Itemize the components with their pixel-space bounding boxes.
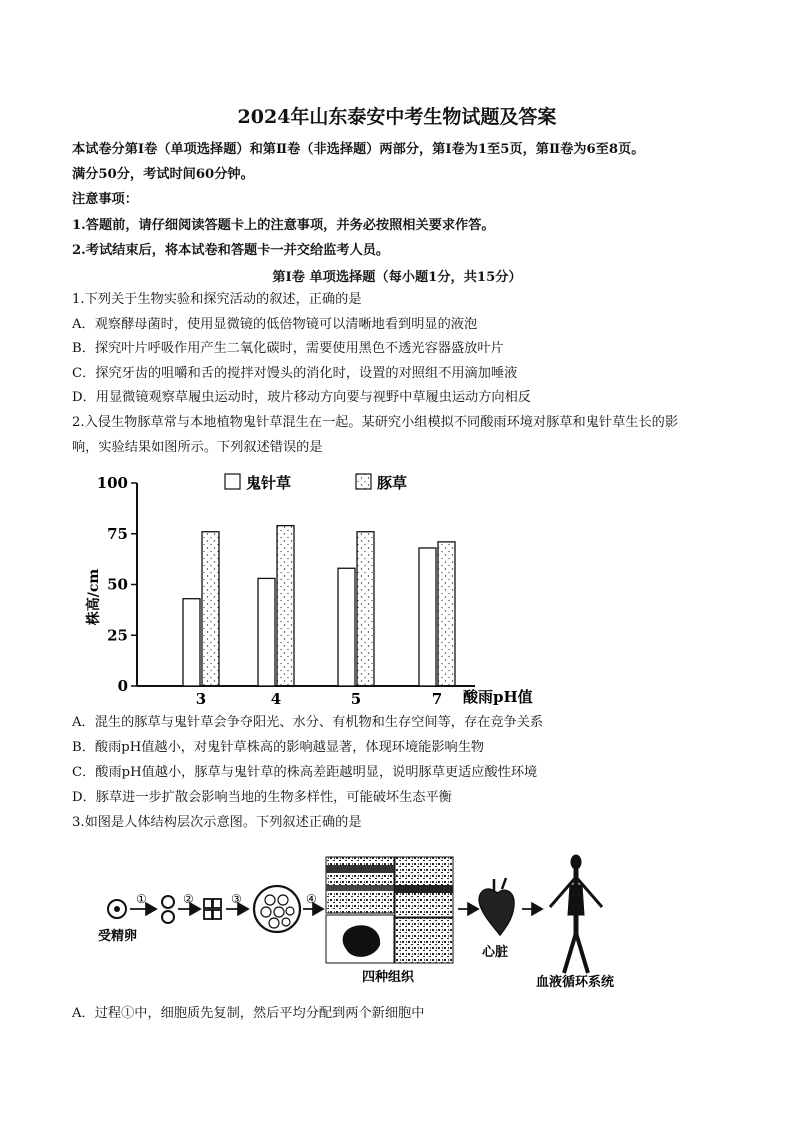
bar-tuncao-ph7 [438,542,455,686]
question-2-stem: 2.入侵生物豚草常与本地植物鬼针草混生在一起。某研究小组模拟不同酸雨环境对豚草和鬼针草生长的影 [72,415,679,430]
question-1-option-b: B．探究叶片呼吸作用产生二氧化碳时，需要使用黑色不透光容器盛放叶片 [72,341,504,356]
four-cell-icon [204,899,221,919]
tissues-label: 四种组织 [362,970,415,985]
notice-heading: 注意事项： [72,192,138,207]
page-title: 2024年山东泰安中考生物试题及答案 [237,106,557,128]
y-tick-label: 50 [107,575,128,594]
legend-label-tuncao: 豚草 [377,474,408,492]
bar-guizhencao-ph4 [258,578,275,686]
legend-label-guizhencao: 鬼针草 [246,474,292,492]
y-tick-label: 0 [117,677,128,695]
bar-guizhencao-ph5 [338,568,355,686]
bar-guizhencao-ph3 [183,599,200,686]
bar-chart [80,462,550,710]
step-3-label: ③ [231,892,242,906]
zygote-icon [108,900,126,918]
x-tick-label: 7 [431,690,443,708]
circulatory-system-icon [550,855,602,973]
notice-item: 2.考试结束后，将本试卷和答题卡一并交给监考人员。 [72,243,390,258]
step-2-label: ② [183,892,194,906]
x-tick-label: 5 [350,690,362,708]
bar-tuncao-ph3 [202,532,219,686]
question-1-option-c: C．探究牙齿的咀嚼和舌的搅拌对馒头的消化时，设置的对照组不用滴加唾液 [72,366,518,381]
section-title: 第Ⅰ卷 单项选择题（每小题1分，共15分） [272,270,522,285]
y-tick-label: 25 [107,626,128,645]
question-2-option-b: B．酸雨pH值越小，对鬼针草株高的影响越显著，体现环境能影响生物 [72,740,485,755]
y-tick-label: 100 [96,474,128,492]
step-1-label: ① [136,892,147,906]
question-2-option-a: A．混生的豚草与鬼针草会争夺阳光、水分、有机物和生存空间等，存在竞争关系 [72,715,544,730]
tissue-images [326,857,453,963]
question-1-stem: 1.下列关于生物实验和探究活动的叙述，正确的是 [72,292,362,307]
bar-tuncao-ph5 [357,532,374,686]
question-3-stem: 3.如图是人体结构层次示意图。下列叙述正确的是 [72,815,362,830]
question-2-stem: 响，实验结果如图所示。下列叙述错误的是 [72,440,323,455]
question-1-option-a: A．观察酵母菌时，使用显微镜的低倍物镜可以清晰地看到明显的液泡 [72,317,478,332]
question-3-option-a: A．过程①中，细胞质先复制，然后平均分配到两个新细胞中 [72,1006,425,1021]
y-axis-label [85,569,102,627]
question-2-option-c: C．酸雨pH值越小，豚草与鬼针草的株高差距越明显，说明豚草更适应酸性环境 [72,765,538,780]
x-axis-label: 酸雨pH值 [463,688,533,706]
y-axis-label-text: 株高/cm [86,568,102,626]
zygote-label: 受精卵 [98,929,138,944]
two-cell-icon [162,896,174,923]
y-tick-label: 75 [107,524,128,543]
bar-guizhencao-ph7 [419,548,436,686]
intro-line: 满分50分，考试时间60分钟。 [72,167,254,182]
system-label: 血液循环系统 [536,975,615,990]
question-1-option-d: D．用显微镜观察草履虫运动时，玻片移动方向要与视野中草履虫运动方向相反 [72,390,531,405]
legend-swatch-guizhencao [225,474,240,489]
body-structure-diagram [90,845,630,995]
question-2-option-d: D．豚草进一步扩散会影响当地的生物多样性，可能破坏生态平衡 [72,790,452,805]
heart-label: 心脏 [482,945,509,960]
step-4-label: ④ [306,892,317,906]
x-tick-label: 3 [195,690,207,708]
x-tick-label: 4 [270,690,282,708]
notice-item: 1.答题前，请仔细阅读答题卡上的注意事项，并务必按照相关要求作答。 [72,218,495,233]
heart-icon [479,878,514,935]
legend-swatch-tuncao [356,474,371,489]
intro-line: 本试卷分第Ⅰ卷（单项选择题）和第Ⅱ卷（非选择题）两部分，第Ⅰ卷为1至5页，第Ⅱ卷为6至8页。 [72,142,645,157]
cell-mass-icon [254,886,300,932]
bar-tuncao-ph4 [277,526,294,686]
